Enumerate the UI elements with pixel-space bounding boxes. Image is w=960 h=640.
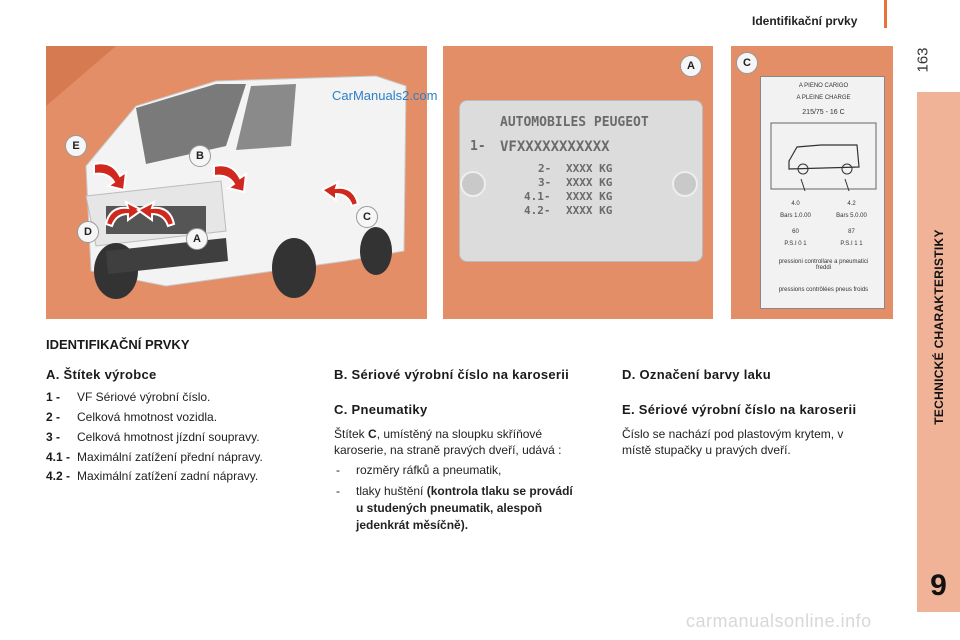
- section-c-intro: Štítek C, umístěný na sloupku skříňové: [334, 427, 543, 441]
- list-item-text: VF Sériové výrobní číslo.: [77, 390, 211, 404]
- section-e-line1: Číslo se nachází pod plastovým krytem, v: [622, 427, 844, 441]
- van-side-icon: [761, 121, 886, 201]
- tyre-line-2: A PLEINE CHARGE: [796, 95, 851, 101]
- tyre-rear-value: 4.2: [847, 201, 856, 207]
- list-item-text: Maximální zatížení zadní nápravy.: [77, 469, 259, 483]
- plate-row-4-val: XXXX KG: [566, 190, 613, 203]
- plate-marker-a: A: [680, 55, 702, 77]
- list-item-text: Celková hmotnost vozidla.: [77, 410, 218, 424]
- chapter-side-label-box: [917, 92, 960, 562]
- header-accent-rule: [884, 0, 887, 28]
- van-marker-d: D: [77, 221, 99, 243]
- section-a-heading: A. Štítek výrobce: [46, 367, 157, 382]
- footer-watermark: carmanualsonline.info: [686, 611, 872, 631]
- tyre-v1: 60: [792, 229, 799, 235]
- plate-row-2-num: 2-: [538, 162, 552, 175]
- tyre-pressure-label: [760, 76, 885, 309]
- tyre-front-value: 4.0: [791, 201, 800, 207]
- section-c-bullet-2: tlaky huštění (kontrola tlaku se provádí: [356, 484, 573, 498]
- tyre-size: 215/75 - 16 C: [802, 109, 845, 116]
- section-b-heading: B. Sériové výrobní číslo na karoserii: [334, 367, 570, 382]
- section-c-bullet-2-cont: u studených pneumatik, alespoň: [356, 501, 543, 515]
- plate-row-5-num: 4.2-: [524, 204, 551, 217]
- tyre-bars-rear: Bars 5.0.00: [836, 213, 867, 219]
- tyre-v2: 87: [848, 229, 855, 235]
- section-c-intro-line2: karoserie, na straně pravých dveří, udává :: [334, 443, 562, 457]
- van-marker-b: B: [189, 145, 211, 167]
- list-item-text: Celková hmotnost jízdní soupravy.: [77, 430, 260, 444]
- van-illustration: [46, 46, 427, 319]
- bullet-dash: -: [336, 484, 340, 498]
- tyre-bars-front: Bars 1.0.00: [780, 213, 811, 219]
- plate-row-3-val: XXXX KG: [566, 176, 613, 189]
- list-item-number: 1 -: [46, 390, 61, 404]
- list-item-number: 4.2 -: [46, 469, 71, 483]
- section-e-line2: místě stupačky u pravých dveří.: [622, 443, 791, 457]
- plate-row-5-val: XXXX KG: [566, 204, 613, 217]
- page-number: 163: [914, 47, 932, 73]
- watermark-top: CarManuals2.com: [332, 88, 438, 103]
- tyre-note-2: pressions contrôlées pneus froids: [778, 287, 869, 293]
- section-d-heading: D. Označení barvy laku: [622, 367, 771, 382]
- plate-row-4-num: 4.1-: [524, 190, 551, 203]
- rivet-left-icon: [460, 171, 486, 197]
- tyre-note-1: pressioni controllare a pneumatici freddi: [778, 259, 869, 271]
- tyre-psi2: P.S.I 1 1: [840, 241, 863, 247]
- list-item-number: 3 -: [46, 430, 61, 444]
- section-e-heading: E. Sériové výrobní číslo na karoserii: [622, 402, 857, 417]
- van-marker-a: A: [186, 228, 208, 250]
- page-header-title: Identifikační prvky: [752, 14, 858, 28]
- plate-row-1-val: VFXXXXXXXXXXX: [500, 139, 610, 155]
- list-item-text: Maximální zatížení přední nápravy.: [77, 450, 263, 464]
- section-c-bullet-2-end: jedenkrát měsíčně).: [356, 518, 469, 532]
- plate-maker: AUTOMOBILES PEUGEOT: [500, 115, 649, 130]
- tyre-psi1: P.S.I 0 1: [784, 241, 807, 247]
- van-marker-e: E: [65, 135, 87, 157]
- van-drawing: [46, 46, 427, 319]
- chapter-number: 9: [930, 569, 947, 602]
- list-item-number: 4.1 -: [46, 450, 71, 464]
- van-marker-c: C: [356, 206, 378, 228]
- section-c-heading: C. Pneumatiky: [334, 402, 428, 417]
- list-item-number: 2 -: [46, 410, 61, 424]
- tyre-line-1: A PIENO CARIGO: [798, 83, 849, 89]
- section-c-bullet-1: rozměry ráfků a pneumatik,: [356, 463, 502, 477]
- bullet-dash: -: [336, 463, 340, 477]
- chapter-side-label: TECHNICKÉ CHARAKTERISTIKY: [931, 229, 946, 425]
- main-heading: IDENTIFIKAČNÍ PRVKY: [46, 337, 190, 352]
- plate-row-3-num: 3-: [538, 176, 552, 189]
- tyre-marker-c: C: [736, 52, 758, 74]
- plate-row-2-val: XXXX KG: [566, 162, 613, 175]
- plate-row-1-num: 1-: [470, 139, 486, 154]
- rivet-right-icon: [672, 171, 698, 197]
- manufacturer-plate: [459, 100, 703, 262]
